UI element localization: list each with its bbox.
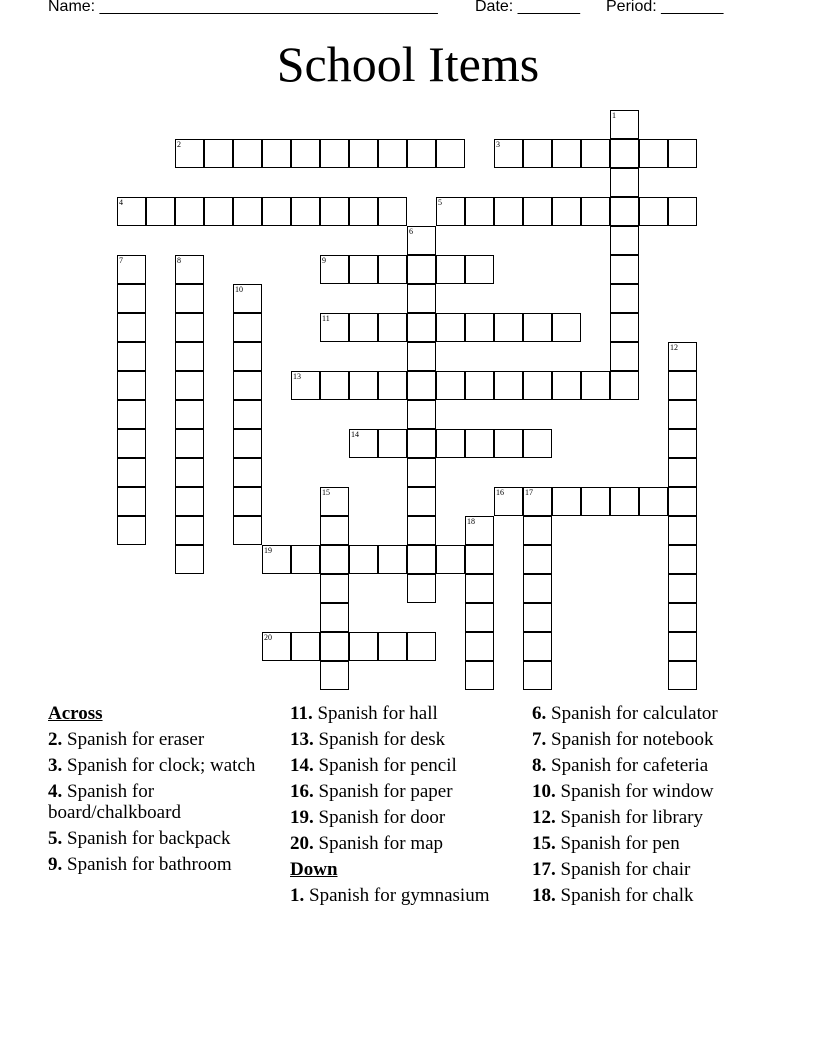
crossword-cell[interactable]: [407, 313, 436, 342]
clue-across: [290, 781, 515, 802]
crossword-cell[interactable]: [349, 632, 378, 661]
crossword-cell[interactable]: [233, 429, 262, 458]
clue-number-label: 11: [322, 314, 330, 323]
clue-number: 12.: [532, 807, 556, 828]
crossword-cell[interactable]: [407, 371, 436, 400]
crossword-cell[interactable]: [262, 632, 291, 661]
crossword-cell[interactable]: [610, 168, 639, 197]
crossword-cell[interactable]: [175, 342, 204, 371]
crossword-cell[interactable]: [378, 429, 407, 458]
clue-number-label: 20: [264, 633, 272, 642]
crossword-cell[interactable]: [668, 139, 697, 168]
crossword-cell[interactable]: [349, 545, 378, 574]
crossword-cell[interactable]: [117, 342, 146, 371]
clue-text: Spanish for board/chalkboard: [48, 781, 181, 823]
crossword-cell[interactable]: [610, 284, 639, 313]
crossword-cell[interactable]: [465, 516, 494, 545]
clue-number: 5.: [48, 828, 63, 849]
crossword-cell[interactable]: [465, 197, 494, 226]
clue-number-label: 4: [119, 198, 123, 207]
clue-text: Spanish for chalk: [560, 885, 694, 906]
crossword-cell[interactable]: [465, 603, 494, 632]
crossword-cell[interactable]: [668, 516, 697, 545]
crossword-cell[interactable]: [581, 139, 610, 168]
crossword-cell[interactable]: [175, 400, 204, 429]
clue-number: 8.: [532, 755, 547, 776]
clue-number-label: 14: [351, 430, 359, 439]
crossword-cell[interactable]: [117, 197, 146, 226]
period-field-label[interactable]: Period: _______: [606, 0, 724, 15]
clue-text: Spanish for map: [318, 833, 444, 854]
clue-across: [48, 729, 263, 750]
crossword-cell[interactable]: [291, 371, 320, 400]
crossword-cell[interactable]: [465, 632, 494, 661]
crossword-cell[interactable]: [523, 661, 552, 690]
crossword-cell[interactable]: [668, 661, 697, 690]
crossword-cell[interactable]: [610, 371, 639, 400]
crossword-cell[interactable]: [668, 197, 697, 226]
crossword-cell[interactable]: [349, 255, 378, 284]
crossword-cell[interactable]: [436, 429, 465, 458]
crossword-cell[interactable]: [668, 371, 697, 400]
clue-number-label: 2: [177, 140, 181, 149]
crossword-cell[interactable]: [233, 139, 262, 168]
crossword-cell[interactable]: [175, 197, 204, 226]
crossword-cell[interactable]: [668, 545, 697, 574]
crossword-cell[interactable]: [465, 661, 494, 690]
crossword-cell[interactable]: [378, 545, 407, 574]
crossword-cell[interactable]: [465, 429, 494, 458]
crossword-cell[interactable]: [407, 429, 436, 458]
crossword-cell[interactable]: [117, 458, 146, 487]
crossword-cell[interactable]: [291, 197, 320, 226]
crossword-cell[interactable]: [523, 197, 552, 226]
crossword-cell[interactable]: [233, 371, 262, 400]
crossword-cell[interactable]: [523, 632, 552, 661]
crossword-cell[interactable]: [349, 429, 378, 458]
clue-number-label: 16: [496, 488, 504, 497]
crossword-cell[interactable]: [233, 313, 262, 342]
crossword-cell[interactable]: [233, 487, 262, 516]
clue-across: [290, 807, 515, 828]
name-field-label[interactable]: Name: ______________________________________: [48, 0, 438, 15]
crossword-cell[interactable]: [320, 255, 349, 284]
clue-number-label: 3: [496, 140, 500, 149]
crossword-cell[interactable]: [320, 139, 349, 168]
crossword-cell[interactable]: [320, 545, 349, 574]
clue-number-label: 13: [293, 372, 301, 381]
clues-column-3: [532, 703, 792, 911]
crossword-cell[interactable]: [117, 429, 146, 458]
clue-number-label: 18: [467, 517, 475, 526]
crossword-cell[interactable]: [610, 110, 639, 139]
crossword-cell[interactable]: [436, 545, 465, 574]
clue-text: Spanish for window: [560, 781, 714, 802]
crossword-cell[interactable]: [407, 284, 436, 313]
crossword-cell[interactable]: [117, 371, 146, 400]
crossword-cell[interactable]: [668, 429, 697, 458]
crossword-cell[interactable]: [465, 255, 494, 284]
crossword-cell[interactable]: [523, 574, 552, 603]
clue-text: Spanish for door: [318, 807, 446, 828]
crossword-cell[interactable]: [523, 139, 552, 168]
clue-across: [48, 854, 263, 875]
crossword-cell[interactable]: [639, 487, 668, 516]
clue-number: 10.: [532, 781, 556, 802]
clue-number-label: 9: [322, 256, 326, 265]
crossword-cell[interactable]: [407, 255, 436, 284]
crossword-cell[interactable]: [668, 458, 697, 487]
crossword-cell[interactable]: [436, 313, 465, 342]
across-heading: Across: [48, 703, 103, 724]
crossword-cell[interactable]: [523, 487, 552, 516]
clue-across: [290, 729, 515, 750]
crossword-cell[interactable]: [610, 226, 639, 255]
clue-number: 9.: [48, 854, 63, 875]
crossword-cell[interactable]: [436, 255, 465, 284]
crossword-cell[interactable]: [668, 342, 697, 371]
crossword-cell[interactable]: [465, 545, 494, 574]
crossword-cell[interactable]: [610, 313, 639, 342]
crossword-cell[interactable]: [407, 342, 436, 371]
crossword-cell[interactable]: [668, 574, 697, 603]
crossword-cell[interactable]: [494, 429, 523, 458]
clue-text: Spanish for clock; watch: [67, 755, 256, 776]
clue-down: [532, 781, 792, 802]
crossword-cell[interactable]: [581, 487, 610, 516]
crossword-cell[interactable]: [552, 371, 581, 400]
clue-across: [290, 833, 515, 854]
crossword-cell[interactable]: [552, 313, 581, 342]
clue-number-label: 8: [177, 256, 181, 265]
crossword-cell[interactable]: [610, 139, 639, 168]
clue-number: 2.: [48, 729, 63, 750]
clue-number-label: 1: [612, 111, 616, 120]
crossword-cell[interactable]: [494, 313, 523, 342]
clue-text: Spanish for calculator: [551, 703, 718, 724]
clues-column-2: [290, 703, 515, 911]
crossword-cell[interactable]: [349, 139, 378, 168]
crossword-cell[interactable]: [262, 197, 291, 226]
crossword-cell[interactable]: [291, 545, 320, 574]
crossword-cell[interactable]: [291, 139, 320, 168]
clue-text: Spanish for gymnasium: [309, 885, 490, 906]
clue-down: [532, 833, 792, 854]
crossword-cell[interactable]: [117, 255, 146, 284]
clue-number-label: 19: [264, 546, 272, 555]
crossword-cell[interactable]: [494, 371, 523, 400]
crossword-cell[interactable]: [146, 197, 175, 226]
clue-down: [532, 703, 792, 724]
clue-text: Spanish for library: [560, 807, 703, 828]
clue-across: [48, 828, 263, 849]
crossword-cell[interactable]: [610, 255, 639, 284]
crossword-cell[interactable]: [349, 313, 378, 342]
crossword-cell[interactable]: [378, 139, 407, 168]
crossword-cell[interactable]: [262, 139, 291, 168]
crossword-cell[interactable]: [465, 371, 494, 400]
clue-text: Spanish for notebook: [551, 729, 714, 750]
clue-number: 19.: [290, 807, 314, 828]
crossword-cell[interactable]: [610, 342, 639, 371]
crossword-cell[interactable]: [523, 603, 552, 632]
crossword-cell[interactable]: [407, 400, 436, 429]
crossword-cell[interactable]: [117, 487, 146, 516]
clue-down: [532, 885, 792, 906]
crossword-cell[interactable]: [407, 139, 436, 168]
crossword-cell[interactable]: [175, 516, 204, 545]
clue-down: [532, 755, 792, 776]
clue-text: Spanish for pencil: [318, 755, 457, 776]
clue-across: [290, 755, 515, 776]
crossword-cell[interactable]: [117, 313, 146, 342]
crossword-cell[interactable]: [378, 313, 407, 342]
crossword-cell[interactable]: [436, 371, 465, 400]
clue-across: [290, 703, 515, 724]
crossword-cell[interactable]: [407, 574, 436, 603]
clue-number: 17.: [532, 859, 556, 880]
clue-number: 11.: [290, 703, 313, 724]
crossword-cell[interactable]: [378, 255, 407, 284]
crossword-cell[interactable]: [436, 139, 465, 168]
crossword-cell[interactable]: [494, 197, 523, 226]
crossword-cell[interactable]: [175, 313, 204, 342]
crossword-cell[interactable]: [407, 226, 436, 255]
crossword-cell[interactable]: [175, 139, 204, 168]
clue-number: 7.: [532, 729, 547, 750]
crossword-cell[interactable]: [175, 429, 204, 458]
crossword-cell[interactable]: [639, 139, 668, 168]
clue-down: [290, 885, 515, 906]
clue-number-label: 7: [119, 256, 123, 265]
crossword-cell[interactable]: [320, 632, 349, 661]
crossword-cell[interactable]: [465, 574, 494, 603]
clue-down: [532, 807, 792, 828]
crossword-cell[interactable]: [204, 197, 233, 226]
clue-text: Spanish for eraser: [67, 729, 205, 750]
crossword-cell[interactable]: [523, 429, 552, 458]
clue-number: 4.: [48, 781, 63, 802]
crossword-cell[interactable]: [465, 313, 494, 342]
page-title: School Items: [276, 36, 540, 92]
clue-number: 18.: [532, 885, 556, 906]
crossword-cell[interactable]: [320, 371, 349, 400]
clue-text: Spanish for backpack: [67, 828, 231, 849]
crossword-cell[interactable]: [407, 487, 436, 516]
clue-number: 13.: [290, 729, 314, 750]
clue-text: Spanish for desk: [318, 729, 446, 750]
crossword-cell[interactable]: [494, 139, 523, 168]
crossword-cell[interactable]: [581, 197, 610, 226]
clue-number-label: 17: [525, 488, 533, 497]
clue-number: 20.: [290, 833, 314, 854]
crossword-cell[interactable]: [320, 574, 349, 603]
crossword-cell[interactable]: [233, 284, 262, 313]
crossword-cell[interactable]: [378, 371, 407, 400]
crossword-cell[interactable]: [581, 371, 610, 400]
crossword-cell[interactable]: [407, 516, 436, 545]
crossword-cell[interactable]: [204, 139, 233, 168]
clue-number: 3.: [48, 755, 63, 776]
clue-number-label: 5: [438, 198, 442, 207]
crossword-cell[interactable]: [407, 632, 436, 661]
crossword-cell[interactable]: [639, 197, 668, 226]
crossword-cell[interactable]: [233, 342, 262, 371]
crossword-cell[interactable]: [668, 400, 697, 429]
crossword-cell[interactable]: [117, 284, 146, 313]
clue-text: Spanish for paper: [318, 781, 453, 802]
clues-column-1: [48, 703, 263, 880]
crossword-cell[interactable]: [523, 313, 552, 342]
clue-text: Spanish for pen: [560, 833, 680, 854]
crossword-cell[interactable]: [378, 197, 407, 226]
clue-number: 14.: [290, 755, 314, 776]
clue-across: [48, 781, 263, 823]
crossword-cell[interactable]: [523, 371, 552, 400]
crossword-cell[interactable]: [610, 487, 639, 516]
crossword-cell[interactable]: [291, 632, 320, 661]
crossword-cell[interactable]: [233, 458, 262, 487]
crossword-cell[interactable]: [320, 313, 349, 342]
crossword-cell[interactable]: [407, 545, 436, 574]
clue-text: Spanish for hall: [317, 703, 438, 724]
crossword-cell[interactable]: [552, 139, 581, 168]
clue-number-label: 10: [235, 285, 243, 294]
crossword-cell[interactable]: [378, 632, 407, 661]
crossword-cell[interactable]: [320, 661, 349, 690]
crossword-cell[interactable]: [668, 632, 697, 661]
crossword-cell[interactable]: [320, 197, 349, 226]
clue-number: 16.: [290, 781, 314, 802]
clue-text: Spanish for bathroom: [67, 854, 232, 875]
crossword-cell[interactable]: [233, 197, 262, 226]
crossword-cell[interactable]: [523, 545, 552, 574]
crossword-cell[interactable]: [117, 516, 146, 545]
crossword-cell[interactable]: [552, 487, 581, 516]
crossword-cell[interactable]: [494, 487, 523, 516]
crossword-cell[interactable]: [523, 516, 552, 545]
crossword-cell[interactable]: [349, 371, 378, 400]
crossword-cell[interactable]: [175, 487, 204, 516]
crossword-cell[interactable]: [175, 255, 204, 284]
crossword-cell[interactable]: [668, 603, 697, 632]
crossword-cell[interactable]: [610, 197, 639, 226]
crossword-cell[interactable]: [320, 603, 349, 632]
crossword-cell[interactable]: [175, 458, 204, 487]
crossword-cell[interactable]: [320, 516, 349, 545]
crossword-cell[interactable]: [262, 545, 291, 574]
clue-number: 6.: [532, 703, 547, 724]
crossword-cell[interactable]: [233, 400, 262, 429]
clue-number-label: 15: [322, 488, 330, 497]
crossword-cell[interactable]: [175, 371, 204, 400]
clue-text: Spanish for cafeteria: [551, 755, 709, 776]
clue-number-label: 12: [670, 343, 678, 352]
crossword-cell[interactable]: [668, 487, 697, 516]
clue-down: [532, 859, 792, 880]
crossword-cell[interactable]: [436, 197, 465, 226]
date-field-label[interactable]: Date: _______: [475, 0, 580, 15]
down-heading: Down: [290, 859, 338, 880]
crossword-cell[interactable]: [320, 487, 349, 516]
crossword-cell[interactable]: [233, 516, 262, 545]
crossword-cell[interactable]: [175, 284, 204, 313]
clue-number-label: 6: [409, 227, 413, 236]
crossword-cell[interactable]: [552, 197, 581, 226]
crossword-cell[interactable]: [175, 545, 204, 574]
crossword-cell[interactable]: [117, 400, 146, 429]
clue-text: Spanish for chair: [560, 859, 691, 880]
clue-across: [48, 755, 263, 776]
clue-down: [532, 729, 792, 750]
clue-number: 1.: [290, 885, 305, 906]
clue-number: 15.: [532, 833, 556, 854]
crossword-cell[interactable]: [349, 197, 378, 226]
crossword-cell[interactable]: [407, 458, 436, 487]
